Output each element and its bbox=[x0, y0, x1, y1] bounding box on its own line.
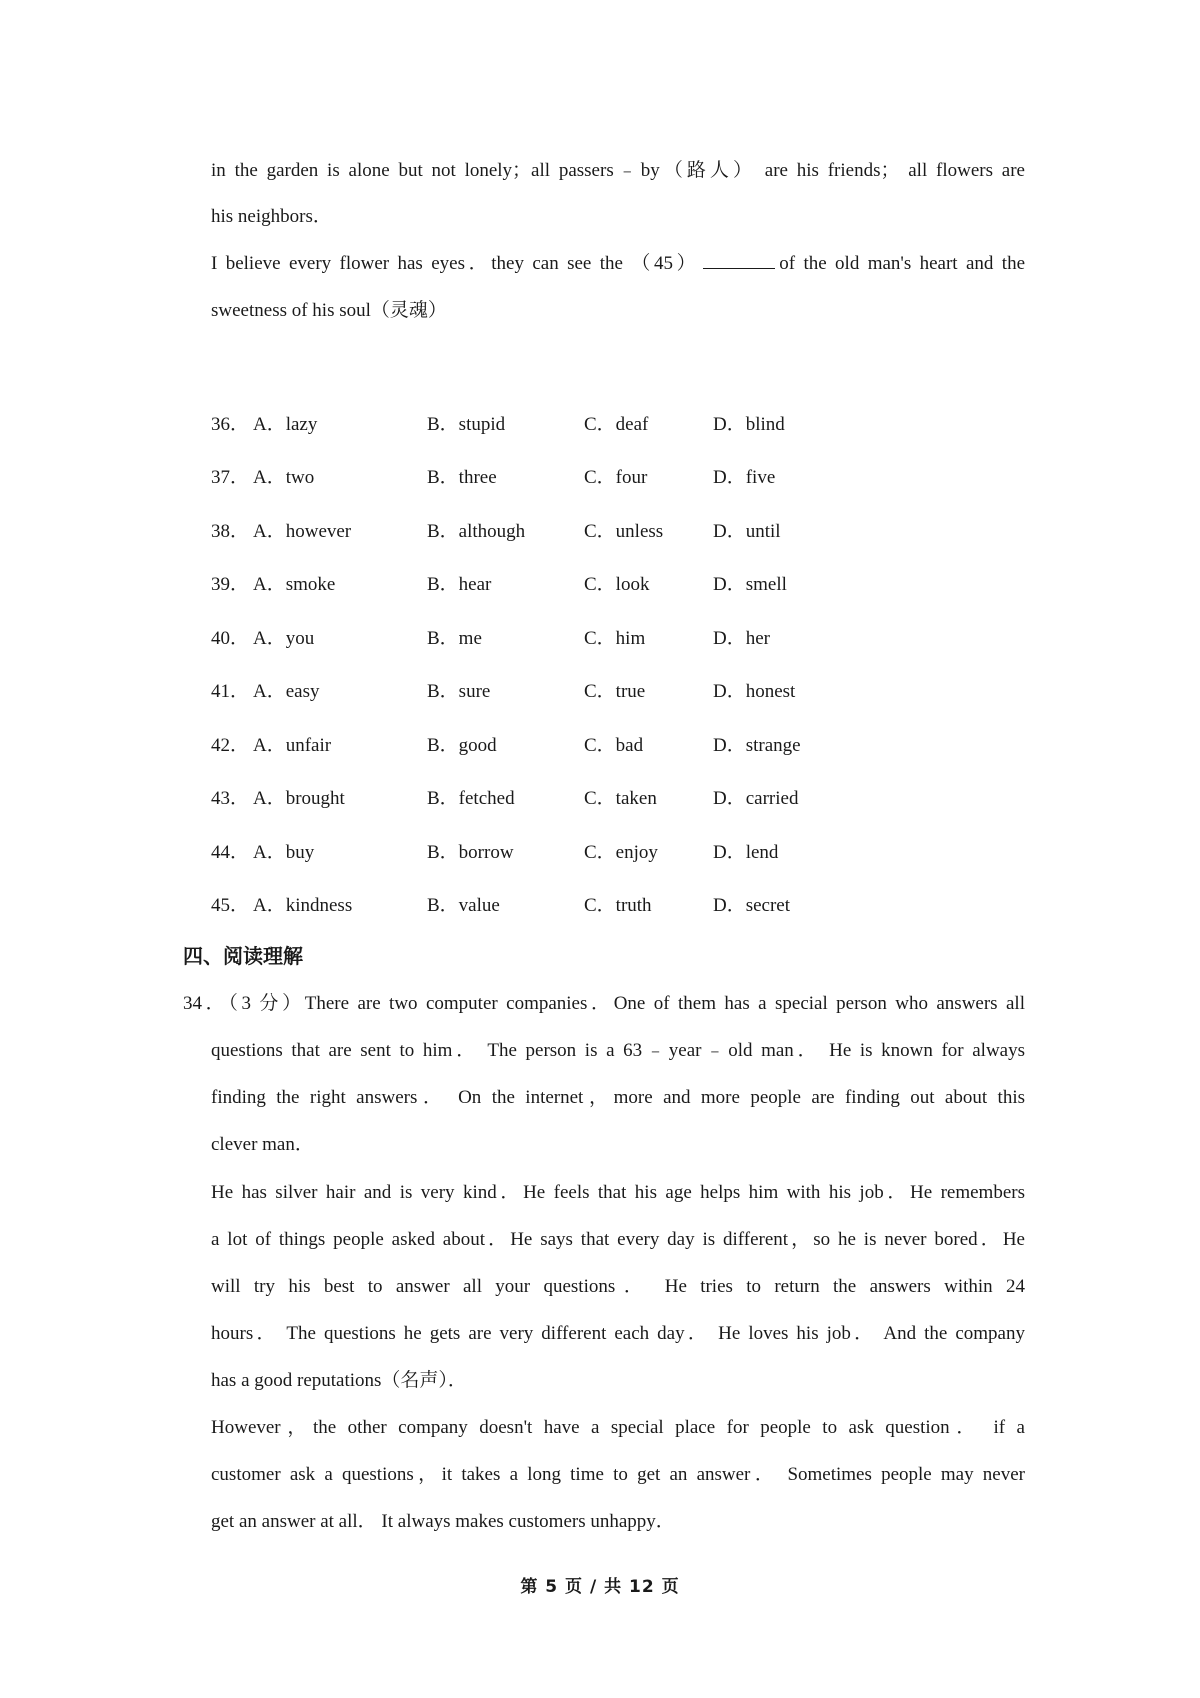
option-d: D．blind bbox=[713, 414, 785, 435]
option-d: D．honest bbox=[713, 681, 796, 702]
q34-p1-line: clever man． bbox=[211, 1134, 314, 1155]
option-c: C．unless bbox=[584, 521, 664, 542]
q34-p2-line: will try his best to answer all your questions． He tries to return the answers within 24 bbox=[211, 1276, 1025, 1297]
option-d: D．smell bbox=[713, 574, 787, 595]
option-d: D．until bbox=[713, 521, 781, 542]
option-d: D．strange bbox=[713, 735, 801, 756]
option-c: C．enjoy bbox=[584, 842, 658, 863]
option-b: B．fetched bbox=[427, 788, 515, 809]
passage-line-4: sweetness of his soul（灵魂） bbox=[211, 300, 447, 321]
answer-blank-45 bbox=[703, 248, 775, 269]
option-number: 36． bbox=[211, 414, 250, 435]
q34-p2-line: has a good reputations（名声）． bbox=[211, 1370, 467, 1391]
option-number: 42． bbox=[211, 735, 250, 756]
option-d: D．her bbox=[713, 628, 770, 649]
option-number: 38． bbox=[211, 521, 250, 542]
question-34-head: 34．（3 分）There are two computer companies．One of them has a special person who answers all bbox=[183, 993, 1025, 1014]
option-a: A．kindness bbox=[253, 895, 353, 916]
option-number: 41． bbox=[211, 681, 250, 702]
option-c: C．taken bbox=[584, 788, 657, 809]
option-a: A．you bbox=[253, 628, 315, 649]
q34-p3-line: get an answer at all． It always makes customers unhappy． bbox=[211, 1511, 675, 1532]
option-a: A．smoke bbox=[253, 574, 336, 595]
option-c: C．true bbox=[584, 681, 646, 702]
option-number: 39． bbox=[211, 574, 250, 595]
option-a: A．buy bbox=[253, 842, 315, 863]
option-b: B．sure bbox=[427, 681, 491, 702]
q34-p1-line: finding the right answers． On the internet，more and more people are finding out about this bbox=[211, 1087, 1025, 1108]
option-b: B．me bbox=[427, 628, 482, 649]
option-c: C．bad bbox=[584, 735, 644, 756]
option-b: B．borrow bbox=[427, 842, 514, 863]
q34-p3-line: However，the other company doesn't have a special place for people to ask question． if a bbox=[211, 1417, 1025, 1438]
option-a: A．brought bbox=[253, 788, 345, 809]
option-a: A．easy bbox=[253, 681, 320, 702]
option-d: D．lend bbox=[713, 842, 779, 863]
q34-p2-line: He has silver hair and is very kind．He feels that his age helps him with his job．He remembers bbox=[211, 1182, 1025, 1203]
option-b: B．three bbox=[427, 467, 497, 488]
option-c: C．look bbox=[584, 574, 650, 595]
option-c: C．four bbox=[584, 467, 648, 488]
option-b: B．value bbox=[427, 895, 500, 916]
option-a: A．however bbox=[253, 521, 352, 542]
option-b: B．good bbox=[427, 735, 497, 756]
option-b: B．stupid bbox=[427, 414, 506, 435]
option-d: D．carried bbox=[713, 788, 799, 809]
passage-line-3-post: of the old man's heart and the bbox=[779, 253, 1026, 274]
option-b: B．hear bbox=[427, 574, 492, 595]
option-c: C．deaf bbox=[584, 414, 649, 435]
option-d: D．secret bbox=[713, 895, 791, 916]
page-footer: 第 5 页 / 共 12 页 bbox=[520, 1577, 680, 1597]
option-number: 45． bbox=[211, 895, 250, 916]
option-number: 44． bbox=[211, 842, 250, 863]
passage-line-3-pre: I believe every flower has eyes．they can see the （45） bbox=[211, 253, 700, 274]
option-c: C．him bbox=[584, 628, 646, 649]
option-number: 40． bbox=[211, 628, 250, 649]
passage-line-2: his neighbors． bbox=[211, 206, 332, 227]
option-c: C．truth bbox=[584, 895, 652, 916]
q34-p3-line: customer ask a questions，it takes a long time to get an answer． Sometimes people may never bbox=[211, 1464, 1025, 1485]
passage-line-1: in the garden is alone but not lonely；all passers﹣by（路人） are his friends； all flowers are bbox=[211, 160, 1025, 181]
section-title: 四、阅读理解 bbox=[183, 944, 303, 968]
option-b: B．although bbox=[427, 521, 526, 542]
q34-p2-line: hours． The questions he gets are very different each day． He loves his job． And the company bbox=[211, 1323, 1025, 1344]
q34-p1-line: questions that are sent to him． The person is a 63﹣year﹣old man． He is known for always bbox=[211, 1040, 1025, 1061]
option-number: 37． bbox=[211, 467, 250, 488]
passage-line-3 bbox=[211, 240, 1025, 288]
option-a: A．unfair bbox=[253, 735, 332, 756]
option-number: 43． bbox=[211, 788, 250, 809]
q34-p2-line: a lot of things people asked about．He says that every day is different，so he is never bored．He bbox=[211, 1229, 1025, 1250]
option-a: A．two bbox=[253, 467, 315, 488]
option-d: D．five bbox=[713, 467, 776, 488]
option-a: A．lazy bbox=[253, 414, 318, 435]
